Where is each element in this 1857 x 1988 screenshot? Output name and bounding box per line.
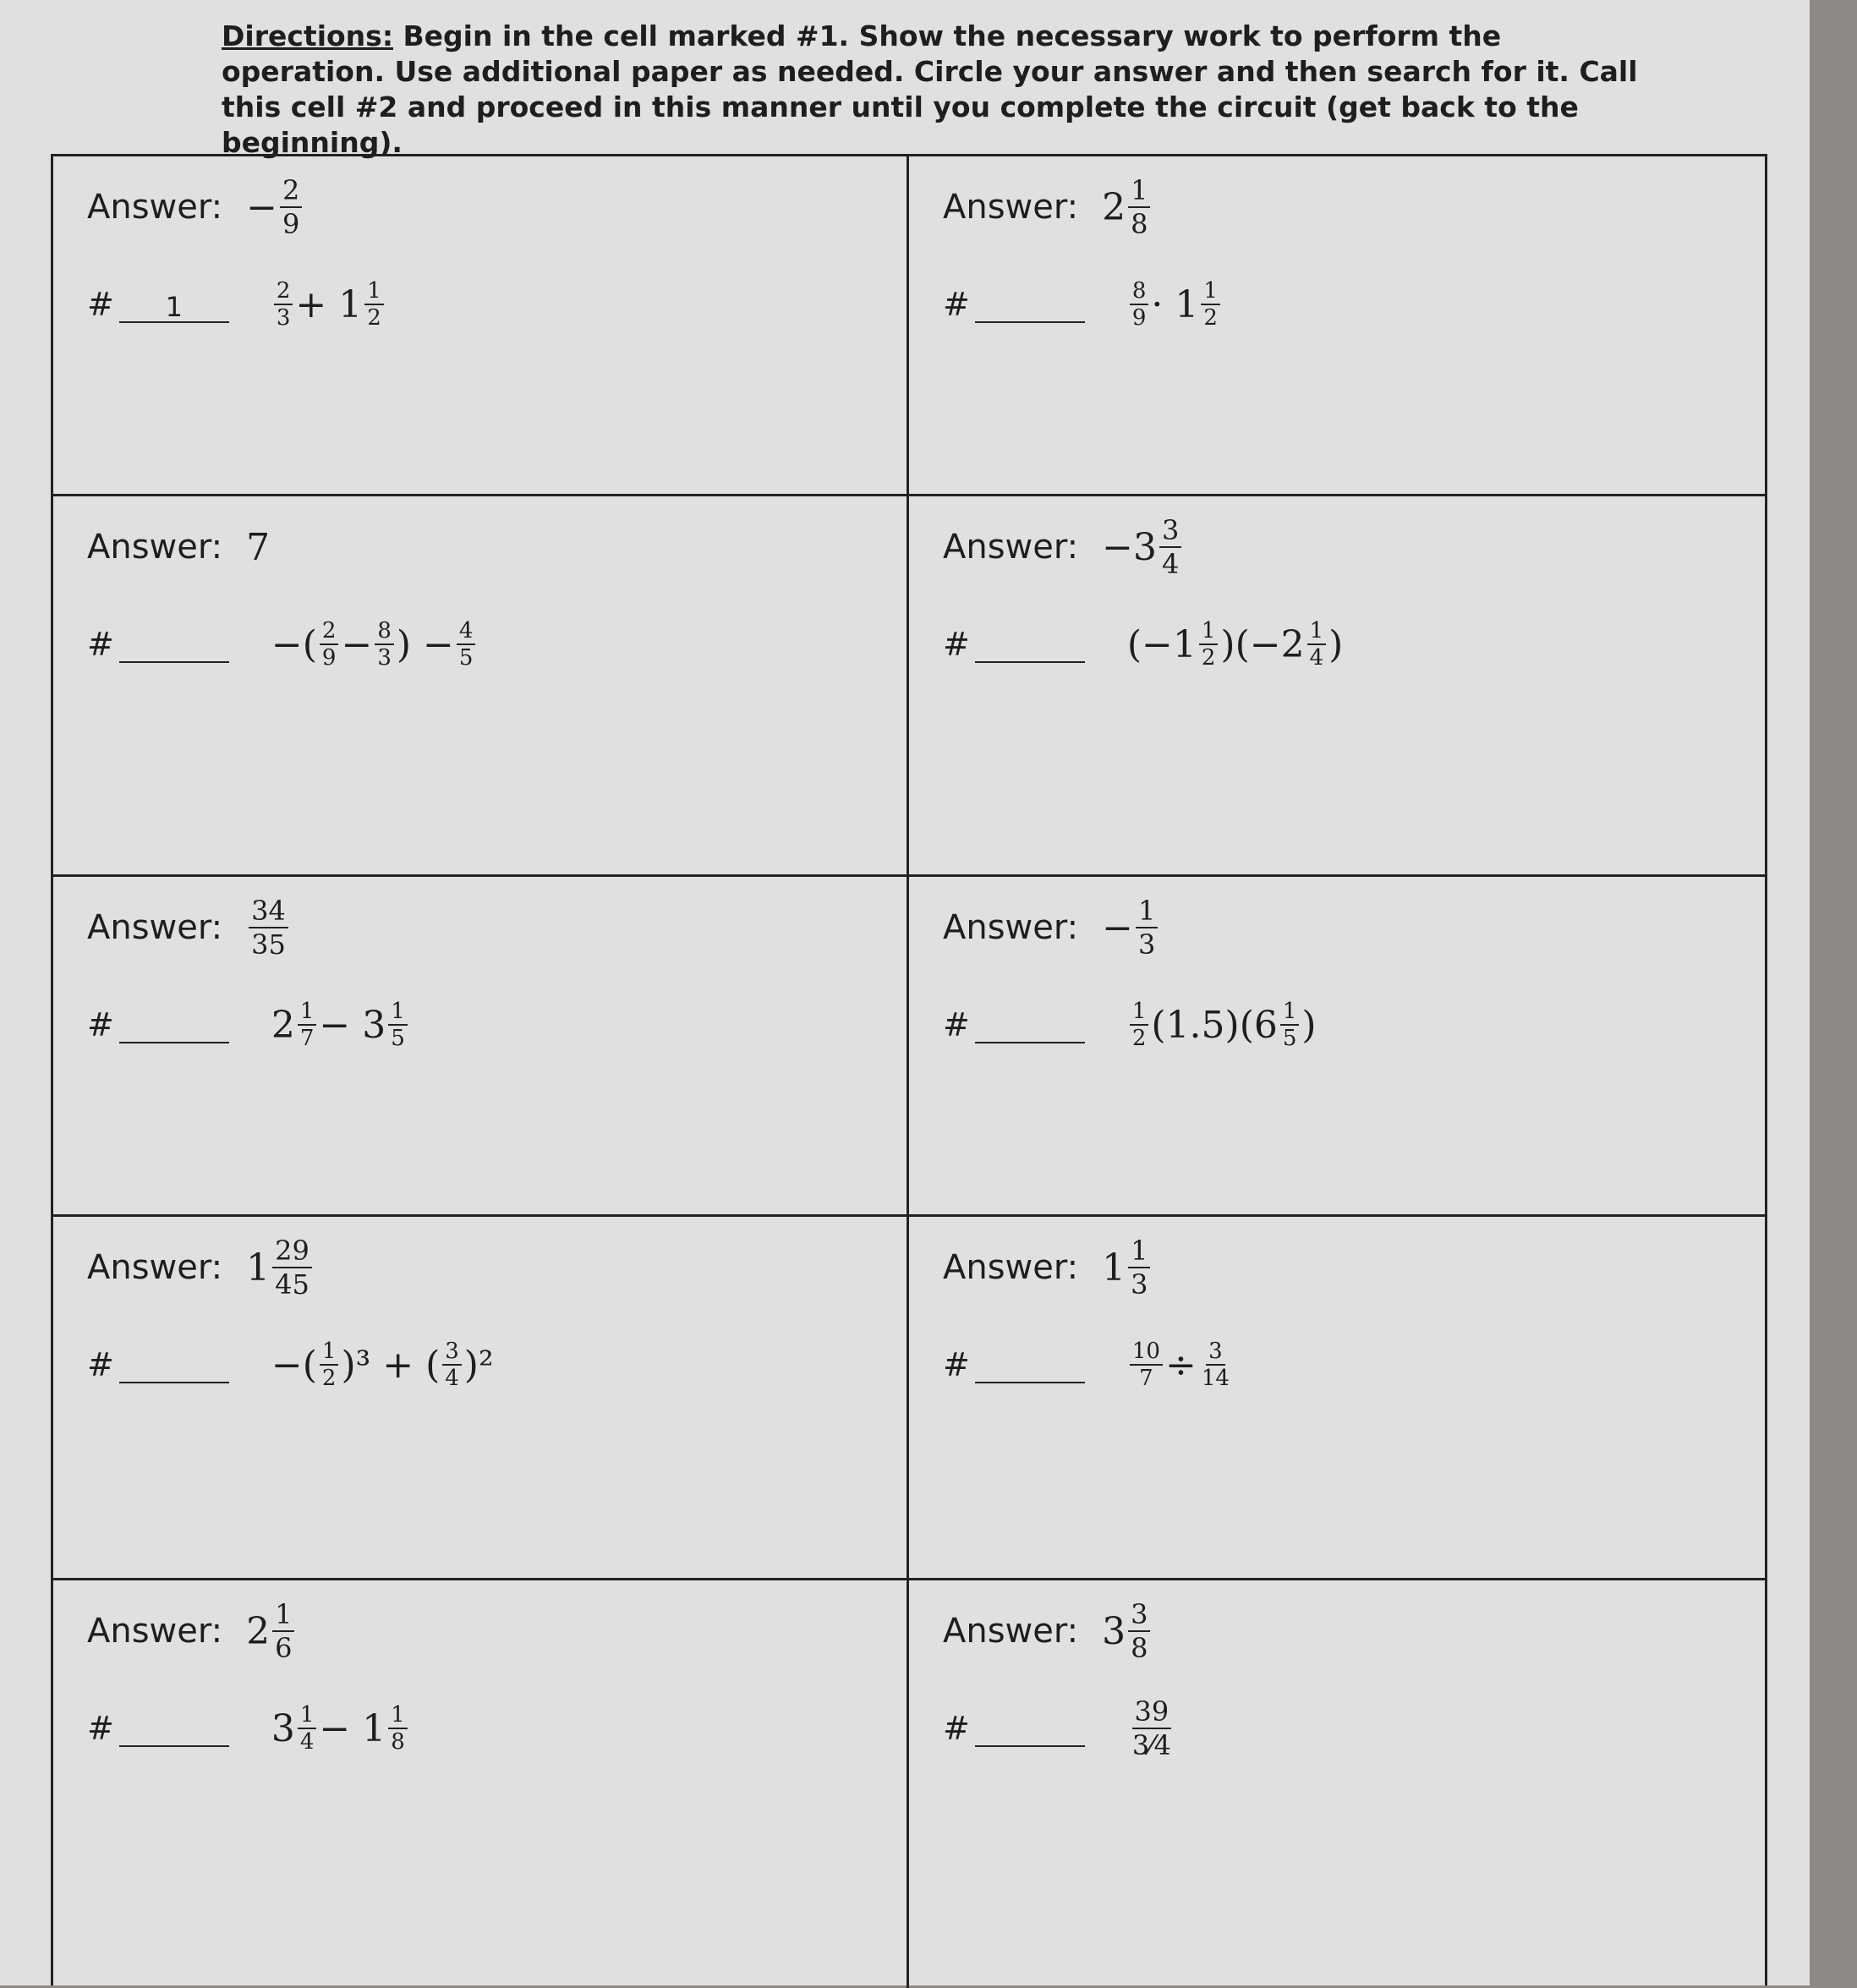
numerator: 3: [442, 1339, 462, 1366]
answer-line: [943, 1234, 1731, 1301]
numerator: 1: [1201, 278, 1220, 305]
expression-text: (−1: [1126, 622, 1197, 666]
answer-value: [1102, 895, 1160, 961]
fraction: [298, 1702, 317, 1755]
fraction: [1130, 1339, 1163, 1391]
circuit-cell: [909, 156, 1765, 496]
denominator: 4: [445, 1366, 459, 1391]
cell-number: [943, 1006, 1085, 1043]
denominator: 2: [1131, 1026, 1147, 1051]
numerator: 1: [1307, 618, 1327, 645]
hash-symbol: #: [87, 286, 114, 323]
expression-text: · 1: [1151, 282, 1199, 326]
answer-label: Answer:: [87, 1248, 223, 1287]
circuit-cell: [53, 1580, 909, 1988]
denominator: 8: [1131, 208, 1148, 240]
problem-expression: [271, 278, 386, 331]
numerator: 39: [1132, 1695, 1172, 1729]
numerator: 1: [272, 1598, 294, 1632]
fraction: [320, 618, 339, 671]
answer-line: [87, 894, 873, 961]
cell-number: [943, 1710, 1085, 1747]
expression-text: ): [1328, 622, 1344, 666]
expression-text: )²: [463, 1343, 494, 1387]
answer-value: [1102, 1235, 1153, 1301]
cell-number-blank[interactable]: [975, 293, 1085, 323]
hash-symbol: #: [87, 1710, 114, 1747]
expression-text: −(: [271, 1343, 317, 1387]
answer-label: Answer:: [943, 1248, 1079, 1287]
numerator: 1: [298, 999, 317, 1026]
circuit-cell: [909, 496, 1765, 877]
denominator: 45: [275, 1268, 310, 1301]
circuit-cell: [909, 1580, 1765, 1988]
fraction: [1136, 895, 1158, 961]
cell-number-blank[interactable]: [119, 1717, 229, 1747]
answer-whole: 2: [1102, 185, 1126, 229]
answer-line: [87, 513, 873, 581]
expression-text: − 3: [319, 1003, 386, 1047]
problem-expression: [1127, 1695, 1176, 1761]
denominator: 4: [1161, 548, 1180, 580]
denominator: 7: [1139, 1366, 1153, 1391]
circuit-cell: [909, 1217, 1765, 1580]
numerator: 1: [320, 1339, 339, 1366]
denominator: 2: [321, 1366, 337, 1391]
fraction: [272, 1598, 294, 1664]
expression-text: ): [1301, 1003, 1317, 1047]
denominator: 2: [1201, 645, 1216, 671]
expression-text: )³ + (: [341, 1343, 441, 1387]
answer-value: [246, 526, 270, 569]
fraction: [1307, 618, 1327, 671]
answer-line: [87, 1234, 873, 1301]
answer-value: [1102, 174, 1153, 240]
expression-text: )(−2: [1220, 622, 1305, 666]
fraction: [442, 1339, 462, 1391]
answer-value: [246, 174, 304, 240]
fraction: [1130, 999, 1149, 1051]
cell-number: [943, 286, 1085, 323]
fraction: [375, 618, 394, 671]
expression-text: ÷: [1164, 1343, 1197, 1387]
expression-text: −: [341, 622, 373, 666]
fraction: [320, 1339, 339, 1391]
answer-label: Answer:: [943, 528, 1079, 567]
fraction: [1130, 1695, 1174, 1761]
denominator: 35: [251, 928, 286, 961]
expression-text: + 1: [295, 282, 363, 326]
answer-value: [246, 1598, 297, 1664]
problem-line: [87, 606, 873, 682]
problem-line: [943, 987, 1731, 1063]
numerator: 3: [1159, 514, 1181, 548]
numerator: 1: [1128, 1235, 1150, 1268]
fraction: [364, 278, 384, 331]
problem-expression: [1127, 278, 1223, 331]
expression-text: − 1: [319, 1706, 386, 1750]
fraction: [1199, 1339, 1232, 1391]
numerator: 10: [1130, 1339, 1163, 1366]
denominator: 3: [1131, 1268, 1148, 1301]
answer-value: [1102, 1598, 1153, 1664]
fraction: [1159, 514, 1181, 580]
problem-expression: [271, 1702, 410, 1755]
answer-value: [1102, 514, 1184, 580]
fraction: [1128, 1235, 1150, 1301]
cell-number-blank[interactable]: 1: [119, 293, 229, 323]
denominator: 7: [299, 1026, 315, 1051]
problem-expression: [271, 618, 479, 671]
hash-symbol: #: [943, 626, 970, 663]
numerator: 8: [1130, 278, 1149, 305]
denominator: 14: [1201, 1366, 1230, 1391]
denominator: 3: [1137, 928, 1156, 961]
expression-text: −(: [271, 622, 317, 666]
denominator: 5: [458, 645, 474, 671]
fraction: [1128, 1598, 1150, 1664]
numerator: 3: [1206, 1339, 1225, 1366]
numerator: 1: [1199, 618, 1219, 645]
fraction: [457, 618, 476, 671]
answer-whole: 2: [246, 1609, 271, 1653]
cell-number: [87, 286, 229, 323]
cell-number: [943, 626, 1085, 663]
denominator: 8: [1131, 1632, 1148, 1664]
answer-line: [943, 173, 1731, 241]
numerator: 3: [1128, 1598, 1150, 1632]
answer-line: [87, 173, 873, 241]
denominator: 5: [391, 1026, 405, 1051]
answer-whole: 1: [1102, 1246, 1126, 1290]
hash-symbol: #: [943, 286, 970, 323]
hash-symbol: #: [87, 1346, 114, 1383]
answer-label: Answer:: [87, 188, 223, 227]
numerator: 4: [457, 618, 476, 645]
directions: [222, 19, 1659, 161]
circuit-grid: [51, 154, 1767, 1985]
cell-number-blank[interactable]: [119, 1353, 229, 1383]
denominator: 9: [282, 208, 300, 240]
cell-number: [87, 626, 229, 663]
denominator: 3: [377, 645, 392, 671]
answer-sign: −: [1102, 906, 1133, 950]
answer-line: [943, 894, 1731, 961]
hash-symbol: #: [943, 1710, 970, 1747]
fraction: [388, 999, 408, 1051]
denominator: 9: [321, 645, 337, 671]
denominator: 5: [1282, 1026, 1297, 1051]
numerator: 34: [249, 895, 288, 928]
numerator: 8: [375, 618, 394, 645]
answer-value: [246, 895, 291, 961]
denominator: 9: [1131, 305, 1147, 331]
denominator: 6: [275, 1632, 293, 1664]
cell-number: [87, 1346, 229, 1383]
answer-label: Answer:: [87, 908, 223, 947]
answer-whole: 3: [1132, 525, 1157, 569]
answer-value: [246, 1235, 315, 1301]
numerator: 1: [1130, 999, 1149, 1026]
directions-text: Begin in the cell marked #1. Show the necessary work to perform the operation. Use additional paper as needed. Circle your answer and then search for it. Call this cell #2 and proceed in this manner until you complete the circuit (get back to the beginning).: [222, 19, 1638, 159]
fraction: [1199, 618, 1219, 671]
fraction: [1280, 999, 1300, 1051]
cell-number-blank[interactable]: [975, 633, 1085, 663]
cell-number-blank[interactable]: [975, 1717, 1085, 1747]
answer-sign: −: [246, 185, 277, 229]
problem-line: [943, 606, 1731, 682]
numerator: 1: [1128, 174, 1150, 208]
problem-line: [87, 1690, 873, 1766]
numerator: 1: [1280, 999, 1300, 1026]
answer-label: Answer:: [87, 1612, 223, 1651]
problem-line: [943, 1327, 1731, 1403]
problem-expression: [271, 1339, 494, 1391]
circuit-cell: [53, 877, 909, 1217]
cell-number-blank[interactable]: [119, 1013, 229, 1043]
cell-number-blank[interactable]: [975, 1353, 1085, 1383]
hash-symbol: #: [943, 1346, 970, 1383]
problem-line: [943, 266, 1731, 342]
denominator: 4: [1309, 645, 1324, 671]
problem-line: [87, 266, 873, 342]
numerator: 2: [320, 618, 339, 645]
answer-label: Answer:: [943, 908, 1079, 947]
cell-number: [87, 1710, 229, 1747]
numerator: 1: [364, 278, 384, 305]
circuit-cell: [53, 1217, 909, 1580]
expression-text: 2: [271, 1003, 295, 1047]
answer-label: Answer:: [943, 1612, 1079, 1651]
answer-label: Answer:: [87, 528, 223, 567]
numerator: 2: [274, 278, 293, 305]
numerator: 29: [272, 1235, 312, 1268]
answer-line: [943, 513, 1731, 581]
numerator: 1: [388, 999, 408, 1026]
problem-line: [87, 1327, 873, 1403]
problem-expression: [1127, 1339, 1235, 1391]
numerator: 1: [388, 1702, 408, 1729]
fraction: [298, 999, 317, 1051]
answer-whole: 7: [246, 525, 271, 569]
numerator: 2: [280, 174, 302, 208]
denominator: 4: [299, 1729, 315, 1755]
expression-text: ) −: [396, 622, 454, 666]
denominator: 3: [276, 305, 291, 331]
answer-line: [87, 1597, 873, 1665]
denominator: 3⁄4: [1131, 1729, 1171, 1761]
answer-sign: −: [1102, 525, 1133, 569]
fraction: [1201, 278, 1220, 331]
circuit-cell: [53, 156, 909, 496]
circuit-cell: [53, 496, 909, 877]
expression-text: 3: [271, 1706, 295, 1750]
problem-expression: [1127, 618, 1344, 671]
directions-label: Directions:: [222, 19, 394, 52]
hash-symbol: #: [943, 1006, 970, 1043]
fraction: [249, 895, 288, 961]
denominator: 2: [1203, 305, 1218, 331]
problem-expression: [1127, 999, 1317, 1051]
cell-number-blank[interactable]: [119, 633, 229, 663]
denominator: 2: [367, 305, 381, 331]
cell-number-blank[interactable]: [975, 1013, 1085, 1043]
fraction: [274, 278, 293, 331]
answer-whole: 3: [1102, 1609, 1126, 1653]
circuit-cell: [909, 877, 1765, 1217]
hash-symbol: #: [87, 1006, 114, 1043]
fraction: [280, 174, 302, 240]
hash-symbol: #: [87, 626, 114, 663]
answer-label: Answer:: [943, 188, 1079, 227]
cell-number: [87, 1006, 229, 1043]
answer-line: [943, 1597, 1731, 1665]
problem-line: [943, 1690, 1731, 1766]
cell-number: [943, 1346, 1085, 1383]
fraction: [388, 1702, 408, 1755]
problem-line: [87, 987, 873, 1063]
problem-expression: [271, 999, 410, 1051]
denominator: 8: [391, 1729, 405, 1755]
numerator: 1: [298, 1702, 317, 1729]
fraction: [1128, 174, 1150, 240]
fraction: [272, 1235, 312, 1301]
expression-text: (1.5)(6: [1151, 1003, 1278, 1047]
numerator: 1: [1136, 895, 1158, 928]
answer-whole: 1: [246, 1246, 271, 1290]
fraction: [1130, 278, 1149, 331]
